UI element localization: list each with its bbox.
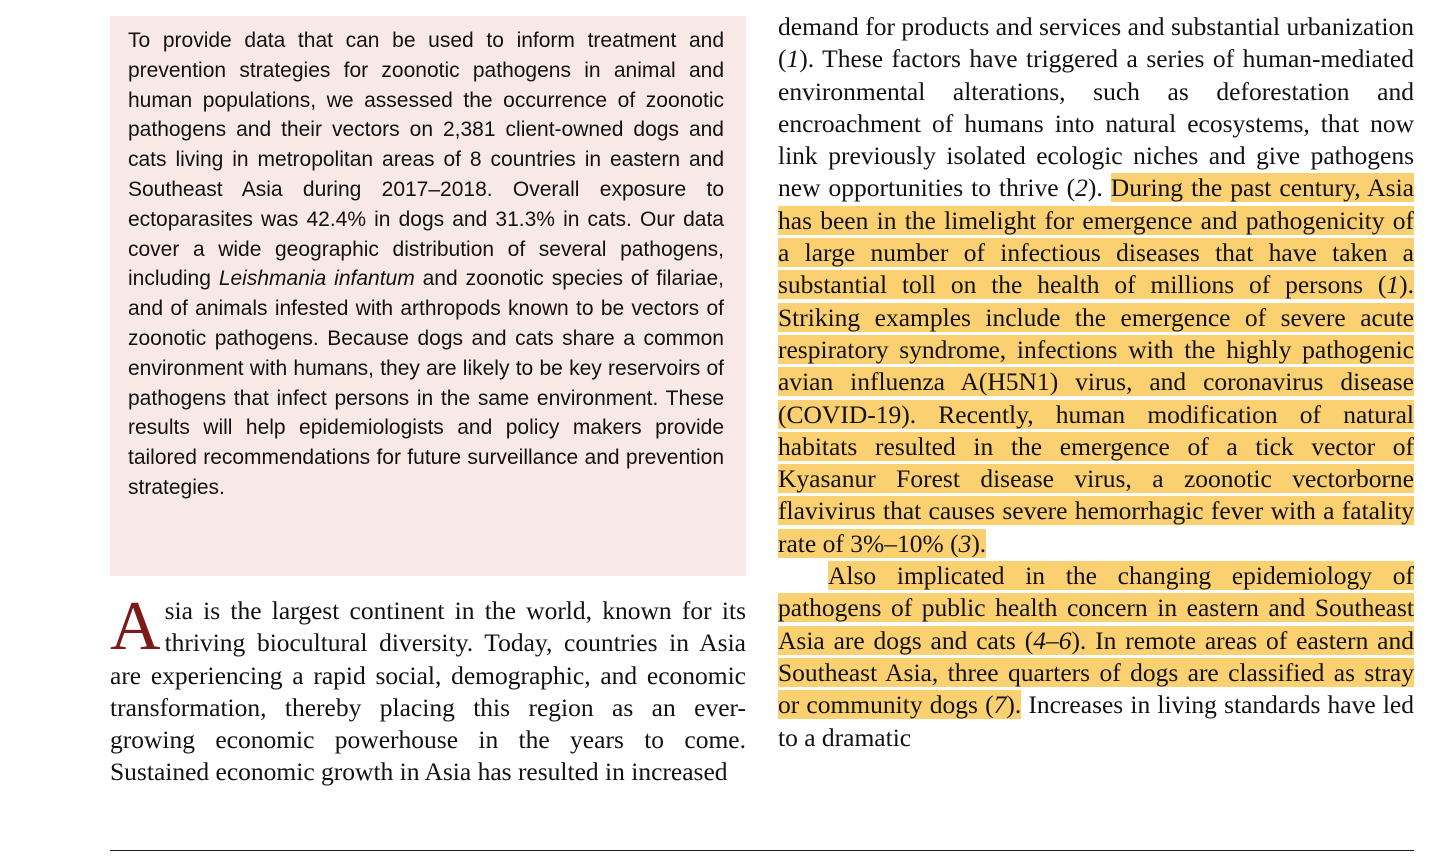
citation-ref: 4–6 [1033, 625, 1072, 655]
abstract-part-2: and zoonotic species of filariae, and of animals infested with arthropods known to be vectors of zoonotic pathogens. Because dogs and cats share a common environment with humans, they are likely to be key reservoirs of pathogens that infect persons in the same environment. These results will help epidemiologists and policy makers provide tailored recommendations for future surveillance and prevention strategies. [128, 267, 725, 499]
citation-ref: 3 [958, 528, 972, 558]
highlighted-text [778, 173, 1414, 557]
citation-ref: 2 [1075, 173, 1088, 203]
bottom-rule [110, 850, 1414, 851]
abstract-species-italic: Leishmania infantum [218, 267, 415, 291]
abstract-text [128, 26, 724, 503]
abstract-box [110, 16, 746, 576]
intro-paragraph [110, 588, 746, 789]
text-span: ). [971, 528, 987, 558]
citation-ref: 1 [1386, 270, 1400, 300]
text-span: ). [1006, 690, 1022, 720]
left-column [110, 588, 746, 789]
text-span: demand for products and services and substantial urbanization ( [778, 12, 1414, 74]
text-span: ). In remote areas of eastern and Southeast Asia, three quarters of dogs are classified as stray or community dogs ( [778, 625, 1414, 720]
text-span: ). [1087, 173, 1111, 203]
text-span: Also implicated in the changing epidemiology of pathogens of public health concern in eastern and Southeast Asia are dogs and cats ( [778, 561, 1414, 655]
text-span: ). Striking examples include the emergence of severe acute respiratory syndrome, infections with the highly pathogenic avian influenza A(H5N1) virus, and coronavirus disease (COVID-19). Recently, human modification of natural habitats resulted in the emergence of a tick vector of Kyasanur Forest disease virus, a zoonotic vectorborne flavivirus that causes severe hemorrhagic fever with a fatality rate of 3%–10% ( [778, 270, 1414, 558]
intro-text: sia is the largest continent in the world, known for its thriving biocultural diversity. Today, countries in Asia are experiencing a rapid social, demographic, and economic transformation, thereby placing this region as an ever-growing economic powerhouse in the years to come. Sustained economic growth in Asia has resulted in increased [110, 596, 746, 787]
text-span: Increases in living standards have led to a dramatic [778, 690, 1414, 752]
citation-ref: 1 [786, 44, 800, 74]
text-span: During the past century, Asia has been in the limelight for emergence and pathogenicity of a large number of infectious diseases that have taken a substantial toll on the health of millions of persons ( [778, 173, 1414, 300]
right-column [778, 11, 1414, 754]
drop-cap: A [110, 588, 161, 665]
text-span: ). These factors have triggered a series of human-mediated environmental alterations, such as deforestation and encroachment of humans into natural ecosystems, that now link previously isolated ecologic niches and give pathogens new opportunities to thrive ( [778, 44, 1414, 203]
citation-ref: 7 [993, 690, 1007, 720]
right-paragraph-1 [778, 11, 1414, 560]
abstract-part-1: To provide data that can be used to inform treatment and prevention strategies for zoonotic pathogens in animal and human populations, we assessed the occurrence of zoonotic pathogens and their vectors on 2,381 client-owned dogs and cats living in metropolitan areas of 8 countries in eastern and Southeast Asia during 2017–2018. Overall exposure to ectoparasites was 42.4% in dogs and 31.3% in cats. Our data cover a wide geographic distribution of several pathogens, including [128, 29, 724, 291]
right-paragraph-2 [778, 560, 1414, 754]
